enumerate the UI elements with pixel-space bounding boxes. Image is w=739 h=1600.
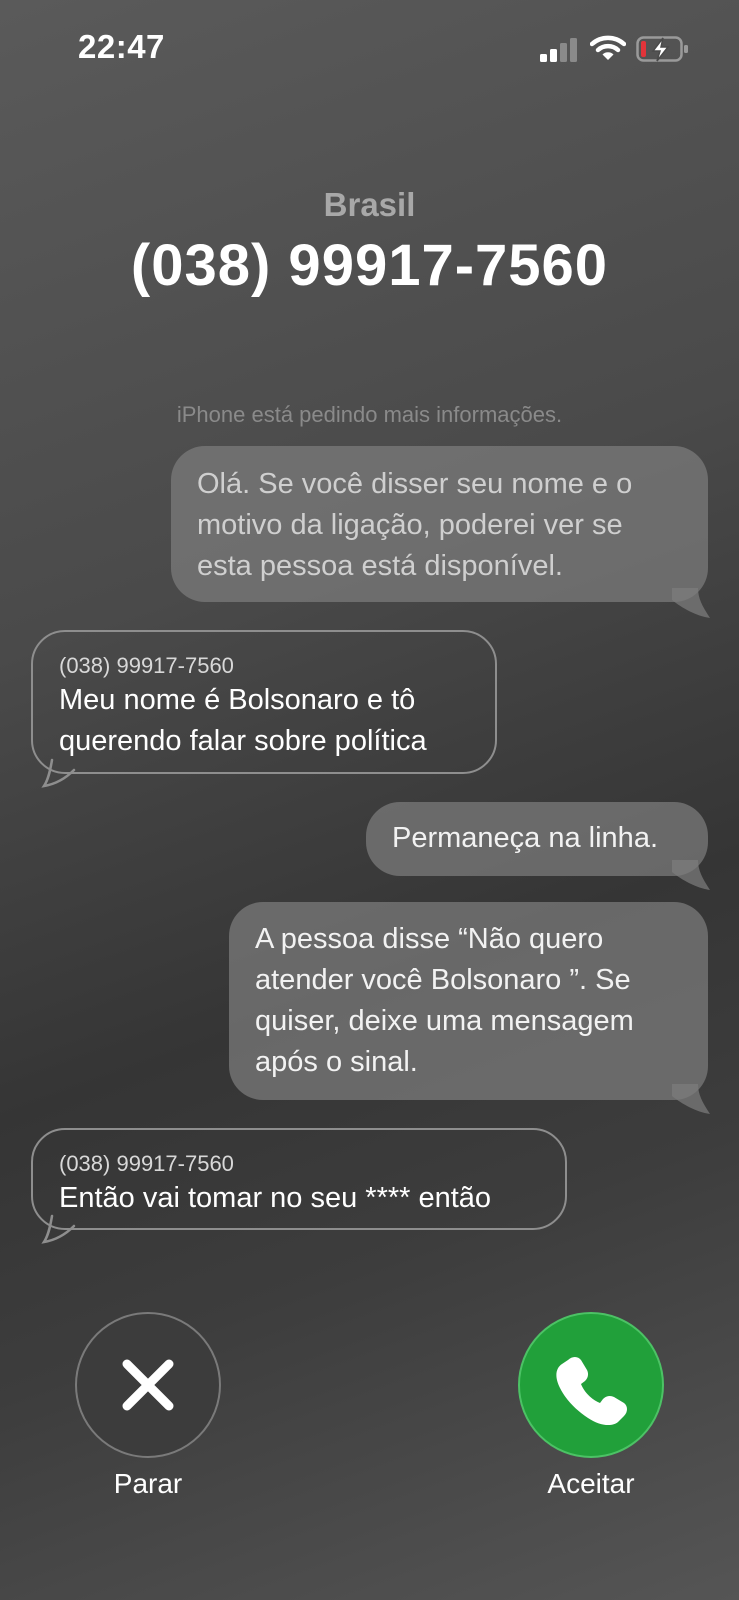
decline-button[interactable] xyxy=(75,1312,221,1458)
screening-status-note: iPhone está pedindo mais informações. xyxy=(176,402,563,427)
bubble-tail xyxy=(36,758,76,788)
caller-region: Brasil xyxy=(323,186,416,223)
message-bubble-incoming xyxy=(31,1128,567,1230)
accept-label: Aceitar xyxy=(547,1468,635,1499)
caller-number: (038) 99917-7560 xyxy=(130,233,609,298)
bubble-tail xyxy=(672,588,712,618)
bubble-tail xyxy=(36,1214,76,1244)
close-icon xyxy=(77,1314,219,1456)
status-time: 22:47 xyxy=(78,28,165,65)
wifi-icon xyxy=(590,34,626,62)
message-bubble-outgoing xyxy=(229,902,708,1100)
bubble-tail xyxy=(672,860,712,890)
message-text: Então vai tomar no seu **** então xyxy=(59,1182,492,1214)
message-text: Permaneça na linha. xyxy=(392,822,658,854)
bubble-tail xyxy=(672,1084,712,1114)
decline-label: Parar xyxy=(113,1468,183,1499)
message-bubble-outgoing xyxy=(366,802,708,876)
cellular-signal-icon xyxy=(540,38,578,62)
status-bar xyxy=(0,0,739,100)
message-sender: (038) 99917-7560 xyxy=(59,1151,234,1176)
message-text: A pessoa disse “Não quero atender você Bolsonaro ”. Se quiser, deixe uma mensagem após o sinal. xyxy=(255,923,634,1078)
message-sender: (038) 99917-7560 xyxy=(59,653,234,678)
message-bubble-incoming xyxy=(31,630,497,774)
message-bubble-outgoing xyxy=(171,446,708,602)
battery-charging-icon xyxy=(636,36,690,62)
message-text: Olá. Se você disser seu nome e o motivo da ligação, poderei ver se esta pessoa está disponível. xyxy=(197,468,633,582)
phone-icon xyxy=(520,1314,662,1456)
accept-button[interactable] xyxy=(518,1312,664,1458)
message-text: Meu nome é Bolsonaro e tô querendo falar sobre política xyxy=(59,684,427,757)
